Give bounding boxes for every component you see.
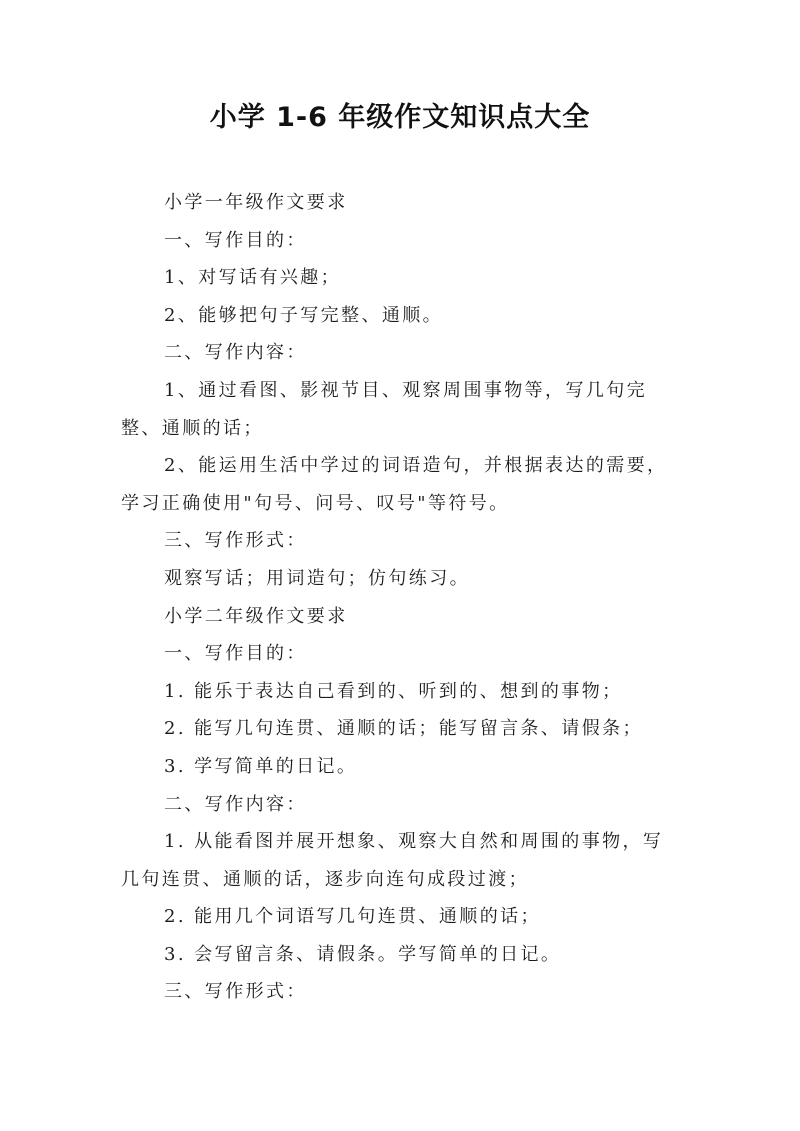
- paragraph: 二、写作内容：: [164, 342, 307, 364]
- paragraph: 2. 能用几个词语写几句连贯、通顺的话；: [164, 906, 541, 928]
- section-heading-grade1: 小学一年级作文要求: [164, 192, 348, 213]
- paragraph: 1. 从能看图并展开想象、观察大自然和周围的事物，写几句连贯、通顺的话，逐步向连句成段过渡；: [121, 831, 664, 890]
- paragraph: 观察写话；用词造句；仿句练习。: [164, 567, 470, 589]
- document-title: 小学 1-6 年级作文知识点大全: [209, 102, 591, 133]
- document-body: [121, 184, 681, 1011]
- paragraph: 二、写作内容：: [164, 793, 307, 815]
- section-heading-grade2: 小学二年级作文要求: [164, 605, 348, 627]
- paragraph: 2、能运用生活中学过的词语造句，并根据表达的需要，学习正确使用"句号、问号、叹号"等符号。: [121, 455, 668, 514]
- paragraph: 3. 会写留言条、请假条。学写简单的日记。: [164, 943, 562, 965]
- paragraph: 2. 能写几句连贯、通顺的话；能写留言条、请假条；: [164, 718, 643, 740]
- paragraph: 2、能够把句子写完整、通顺。: [164, 304, 444, 326]
- paragraph: 1、对写话有兴趣；: [164, 267, 342, 289]
- paragraph: 三、写作形式：: [164, 981, 307, 1003]
- paragraph: 3. 学写简单的日记。: [164, 755, 358, 777]
- paragraph: 1、通过看图、影视节目、观察周围事物等，写几句完整、通顺的话；: [121, 379, 648, 439]
- paragraph: 三、写作形式：: [164, 530, 307, 552]
- paragraph: 一、写作目的：: [164, 643, 307, 665]
- paragraph: 1. 能乐于表达自己看到的、听到的、想到的事物；: [164, 680, 623, 702]
- paragraph: 一、写作目的：: [164, 229, 307, 251]
